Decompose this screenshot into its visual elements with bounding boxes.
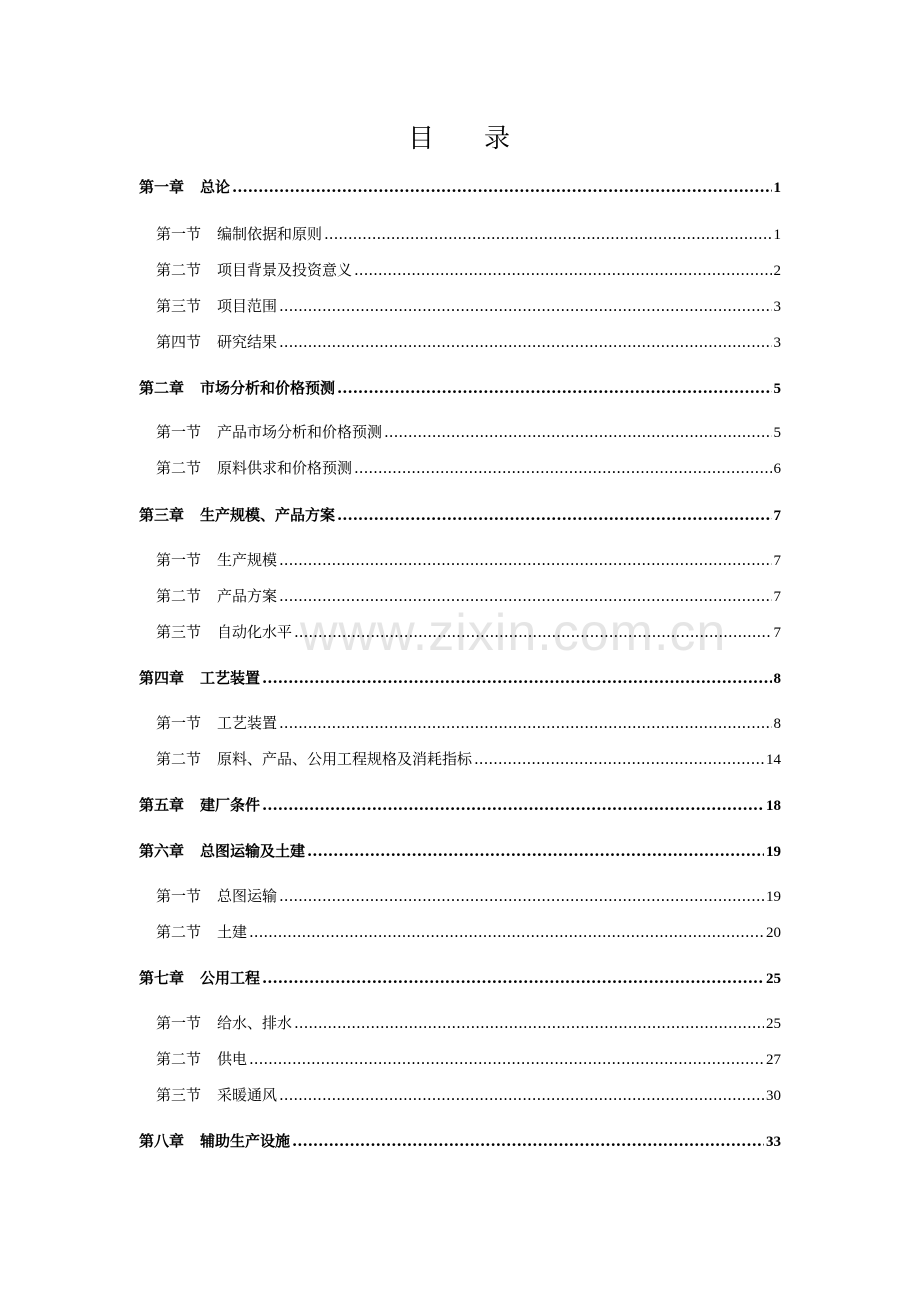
toc-title: 公用工程 <box>200 969 261 987</box>
toc-chapter[interactable] <box>139 666 781 690</box>
toc-chapter[interactable] <box>139 503 781 527</box>
title-char-1: 目 <box>407 124 436 154</box>
toc-section[interactable] <box>156 747 781 771</box>
dot-leader <box>279 1083 764 1107</box>
dot-leader <box>279 884 764 908</box>
toc-title: 项目背景及投资意义 <box>217 261 353 279</box>
toc-chapter[interactable] <box>139 793 781 817</box>
toc-number: 第一节 <box>156 714 202 732</box>
toc-page-number: 8 <box>773 671 781 687</box>
toc-page-number: 18 <box>766 798 781 814</box>
dot-leader <box>232 175 771 199</box>
toc-page-number: 7 <box>773 553 781 569</box>
dot-leader <box>474 747 764 771</box>
dot-leader <box>294 1011 764 1035</box>
toc-page-number: 25 <box>766 971 781 987</box>
toc-page-number: 3 <box>773 299 781 315</box>
toc-title: 总图运输及土建 <box>200 842 306 860</box>
toc-number: 第二节 <box>156 459 202 477</box>
toc-title: 项目范围 <box>217 297 278 315</box>
dot-leader <box>354 456 771 480</box>
toc-section[interactable] <box>156 1011 781 1035</box>
toc-section[interactable] <box>156 711 781 735</box>
toc-page-number: 19 <box>766 844 781 860</box>
toc-title: 市场分析和价格预测 <box>200 379 336 397</box>
toc-title: 土建 <box>217 923 248 941</box>
dot-leader <box>337 376 771 400</box>
toc-number: 第五章 <box>139 796 185 814</box>
toc-title: 生产规模、产品方案 <box>200 506 336 524</box>
toc-page-number: 1 <box>773 227 781 243</box>
toc-number: 第三节 <box>156 1086 202 1104</box>
toc-title: 总论 <box>200 178 231 196</box>
toc-title: 总图运输 <box>217 887 278 905</box>
toc-title: 生产规模 <box>217 551 278 569</box>
dot-leader <box>294 620 771 644</box>
toc-page-number: 27 <box>766 1052 781 1068</box>
toc-page-number: 1 <box>773 180 781 196</box>
toc-number: 第一章 <box>139 178 185 196</box>
toc-title: 自动化水平 <box>217 623 293 641</box>
toc-section[interactable] <box>156 920 781 944</box>
dot-leader <box>279 548 771 572</box>
toc-chapter[interactable] <box>139 1129 781 1153</box>
dot-leader <box>262 793 764 817</box>
toc-title: 产品市场分析和价格预测 <box>217 423 383 441</box>
dot-leader <box>337 503 771 527</box>
toc-number: 第六章 <box>139 842 185 860</box>
toc-section[interactable] <box>156 620 781 644</box>
toc-section[interactable] <box>156 548 781 572</box>
toc-page-number: 5 <box>773 425 781 441</box>
toc-number: 第二章 <box>139 379 185 397</box>
toc-number: 第八章 <box>139 1132 185 1150</box>
toc-number: 第二节 <box>156 1050 202 1068</box>
dot-leader <box>279 711 771 735</box>
toc-page-number: 7 <box>773 589 781 605</box>
toc-section[interactable] <box>156 584 781 608</box>
toc-page-number: 5 <box>773 381 781 397</box>
dot-leader <box>262 966 764 990</box>
toc-title: 供电 <box>217 1050 248 1068</box>
toc-page-number: 7 <box>773 508 781 524</box>
toc-number: 第一节 <box>156 1014 202 1032</box>
toc-chapter[interactable] <box>139 839 781 863</box>
toc-section[interactable] <box>156 1047 781 1071</box>
toc-section[interactable] <box>156 420 781 444</box>
toc-page-number: 6 <box>773 461 781 477</box>
toc-number: 第一节 <box>156 887 202 905</box>
toc-number: 第七章 <box>139 969 185 987</box>
toc-page-number: 7 <box>773 625 781 641</box>
toc-title: 建厂条件 <box>200 796 261 814</box>
toc-title: 辅助生产设施 <box>200 1132 291 1150</box>
toc-title: 工艺装置 <box>200 669 261 687</box>
toc-page-number: 19 <box>766 889 781 905</box>
toc-section[interactable] <box>156 884 781 908</box>
toc-page-number: 20 <box>766 925 781 941</box>
toc-title: 产品方案 <box>217 587 278 605</box>
dot-leader <box>262 666 771 690</box>
toc-title: 工艺装置 <box>217 714 278 732</box>
dot-leader <box>354 258 771 282</box>
dot-leader <box>249 1047 764 1071</box>
toc-chapter[interactable] <box>139 175 781 199</box>
toc-number: 第三节 <box>156 297 202 315</box>
toc-page-number: 14 <box>766 752 781 768</box>
toc-page-number: 25 <box>766 1016 781 1032</box>
toc-number: 第一节 <box>156 423 202 441</box>
toc-title: 采暖通风 <box>217 1086 278 1104</box>
dot-leader <box>249 920 764 944</box>
dot-leader <box>279 294 771 318</box>
dot-leader <box>384 420 771 444</box>
dot-leader <box>292 1129 764 1153</box>
toc-section[interactable] <box>156 258 781 282</box>
toc-chapter[interactable] <box>139 376 781 400</box>
toc-page-number: 33 <box>766 1134 781 1150</box>
toc-number: 第四节 <box>156 333 202 351</box>
toc-title: 给水、排水 <box>217 1014 293 1032</box>
title-char-2: 录 <box>484 124 513 154</box>
toc-number: 第二节 <box>156 587 202 605</box>
toc-title: 原料、产品、公用工程规格及消耗指标 <box>217 750 473 768</box>
toc-number: 第三章 <box>139 506 185 524</box>
toc-number: 第二节 <box>156 923 202 941</box>
toc-page-number: 3 <box>773 335 781 351</box>
toc-section[interactable] <box>156 456 781 480</box>
toc-section[interactable] <box>156 222 781 246</box>
toc-number: 第一节 <box>156 225 202 243</box>
toc-number: 第一节 <box>156 551 202 569</box>
dot-leader <box>279 330 771 354</box>
toc-number: 第四章 <box>139 669 185 687</box>
toc-title: 研究结果 <box>217 333 278 351</box>
toc-number: 第二节 <box>156 261 202 279</box>
dot-leader <box>307 839 764 863</box>
toc-section[interactable] <box>156 294 781 318</box>
toc-chapter[interactable] <box>139 966 781 990</box>
toc-page-number: 2 <box>773 263 781 279</box>
page-title <box>0 118 920 155</box>
toc-title: 原料供求和价格预测 <box>217 459 353 477</box>
dot-leader <box>279 584 771 608</box>
toc-section[interactable] <box>156 1083 781 1107</box>
watermark: www.zixin.com.cn <box>300 604 727 662</box>
toc-page-number: 30 <box>766 1088 781 1104</box>
toc-number: 第三节 <box>156 623 202 641</box>
toc-title: 编制依据和原则 <box>217 225 323 243</box>
toc-number: 第二节 <box>156 750 202 768</box>
toc-page-number: 8 <box>773 716 781 732</box>
toc-section[interactable] <box>156 330 781 354</box>
dot-leader <box>324 222 771 246</box>
